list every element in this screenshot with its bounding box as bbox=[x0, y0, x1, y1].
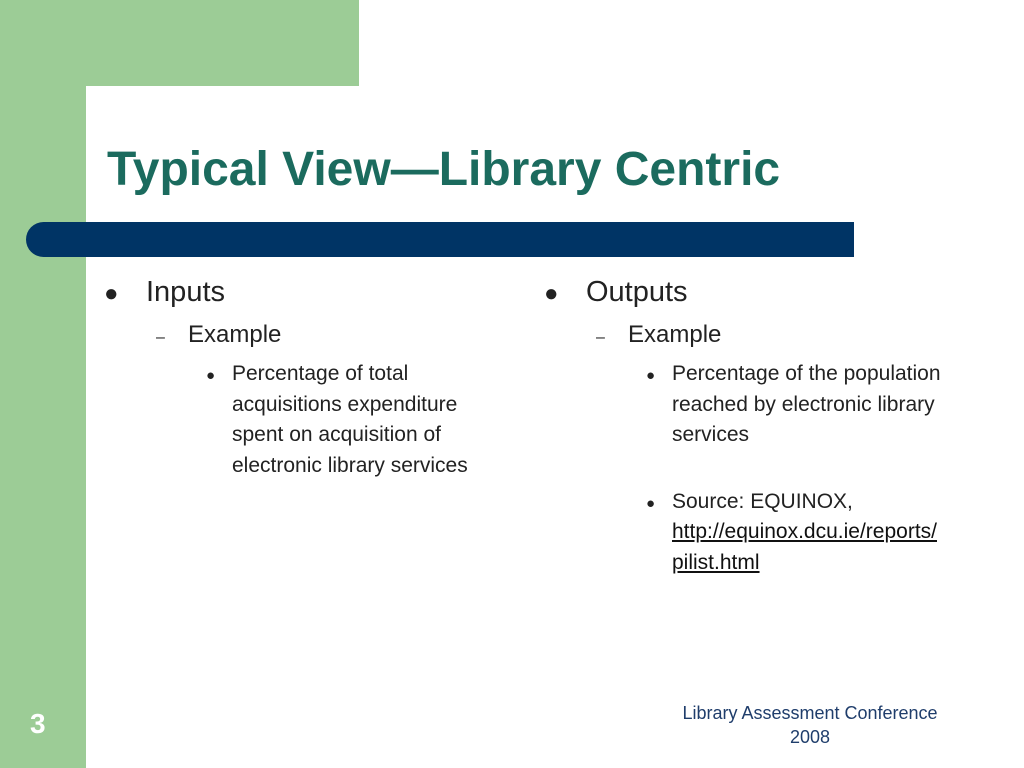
source-item bbox=[646, 487, 960, 579]
outputs-sub-label: Example bbox=[628, 321, 722, 348]
bullet-dot-icon: ● bbox=[206, 367, 216, 384]
outputs-sub-bullet bbox=[596, 320, 960, 353]
inputs-sub-label: Example bbox=[188, 321, 282, 348]
inputs-detail-item bbox=[206, 359, 520, 481]
dash-icon: – bbox=[156, 329, 165, 346]
outputs-detail-item bbox=[646, 359, 960, 451]
bullet-dot-icon: ● bbox=[544, 280, 559, 307]
slide-title: Typical View—Library Centric bbox=[107, 143, 781, 196]
bullet-dot-icon: ● bbox=[104, 280, 119, 307]
green-sidebar-panel bbox=[0, 0, 86, 768]
footer-year: 2008 bbox=[789, 727, 831, 747]
source-text bbox=[672, 487, 942, 579]
source-label: Source: EQUINOX, bbox=[672, 489, 853, 513]
outputs-detail-text: Percentage of the population reached by electronic library services bbox=[672, 362, 941, 446]
outputs-bullet bbox=[540, 272, 960, 314]
source-link[interactable]: http://equinox.dcu.ie/reports/pilist.html bbox=[672, 520, 937, 574]
inputs-bullet bbox=[100, 272, 520, 314]
footer-conference-name: Library Assessment Conference bbox=[682, 703, 938, 723]
slide-number: 3 bbox=[30, 708, 46, 739]
inputs-column bbox=[100, 272, 520, 481]
bullet-dot-icon: ● bbox=[646, 494, 656, 512]
inputs-detail-text: Percentage of total acquisitions expenditure spent on acquisition of electronic library services bbox=[232, 362, 468, 477]
title-divider-bar bbox=[26, 222, 854, 257]
green-top-panel bbox=[0, 0, 359, 86]
outputs-heading: Outputs bbox=[586, 276, 688, 308]
dash-icon: – bbox=[596, 329, 605, 346]
bullet-dot-icon: ● bbox=[646, 367, 656, 384]
footer-text bbox=[660, 701, 960, 749]
outputs-column bbox=[540, 272, 960, 578]
inputs-sub-bullet bbox=[156, 320, 520, 353]
inputs-heading: Inputs bbox=[146, 276, 225, 308]
